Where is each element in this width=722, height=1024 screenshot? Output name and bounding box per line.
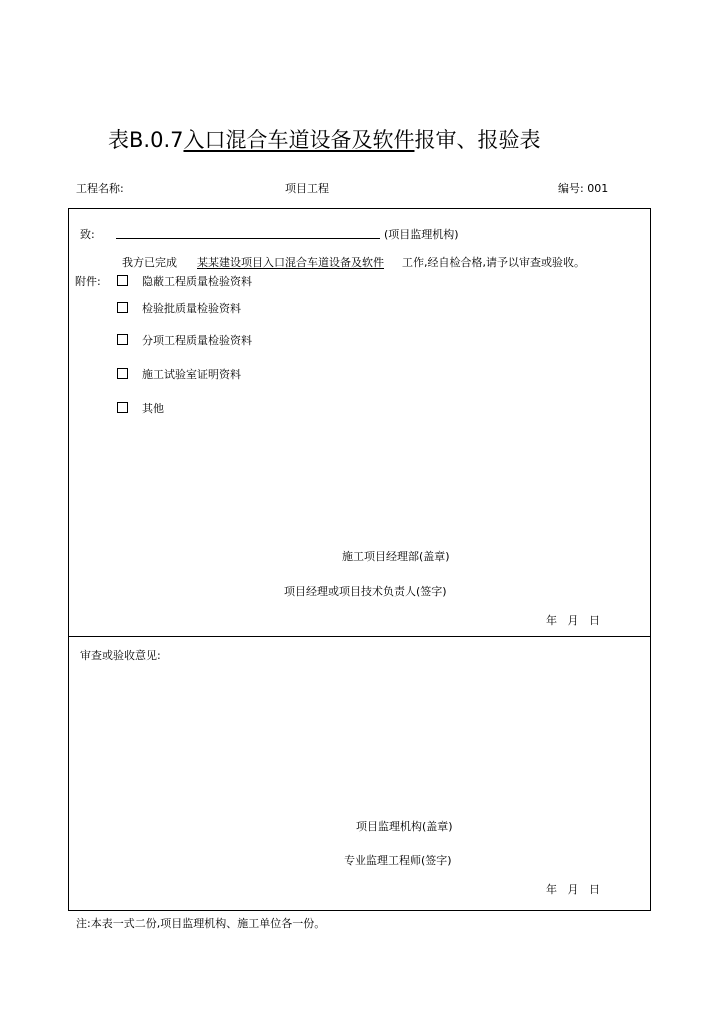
attachment-label: 检验批质量检验资料 <box>142 302 241 315</box>
contractor-seal-label: 施工项目经理部(盖章) <box>342 550 450 563</box>
statement-work: 某某建设项目入口混合车道设备及软件 <box>197 256 384 269</box>
form-title <box>108 124 540 154</box>
review-opinion-label: 审查或验收意见: <box>80 649 161 662</box>
attachments-label: 附件: <box>75 275 101 288</box>
to-suffix: (项目监理机构) <box>384 228 459 241</box>
number-label: 编号: <box>558 182 584 195</box>
checkbox[interactable] <box>117 334 128 345</box>
title-suffix: 报审、报验表 <box>414 128 541 152</box>
attachment-item <box>117 400 164 416</box>
contractor-date: 年 月 日 <box>546 614 600 627</box>
title-subject: 入口混合车道设备及软件 <box>183 128 415 152</box>
supervisor-date: 年 月 日 <box>546 883 600 896</box>
title-prefix: 表B.0.7 <box>108 128 184 152</box>
form-number <box>558 180 608 196</box>
number-value: 001 <box>587 182 609 195</box>
attachment-label: 隐蔽工程质量检验资料 <box>142 275 252 288</box>
attachment-item <box>117 300 241 316</box>
statement-suffix: 工作,经自检合格,请予以审查或验收。 <box>402 256 585 269</box>
attachment-label: 分项工程质量检验资料 <box>142 334 252 347</box>
checkbox[interactable] <box>117 368 128 379</box>
recipient-line[interactable] <box>116 238 380 239</box>
statement-prefix: 我方已完成 <box>122 256 177 269</box>
attachment-label: 施工试验室证明资料 <box>142 368 241 381</box>
attachment-label: 其他 <box>142 402 164 415</box>
checkbox[interactable] <box>117 302 128 313</box>
to-label: 致: <box>80 228 95 241</box>
project-name-label: 工程名称: <box>76 182 124 195</box>
section-divider <box>68 636 651 637</box>
project-name-value: 项目工程 <box>285 182 329 195</box>
checkbox[interactable] <box>117 275 128 286</box>
statement <box>122 254 585 270</box>
footer-note: 注:本表一式二份,项目监理机构、施工单位各一份。 <box>76 917 326 930</box>
contractor-signer-label: 项目经理或项目技术负责人(签字) <box>284 585 447 598</box>
attachment-item <box>117 366 241 382</box>
checkbox[interactable] <box>117 402 128 413</box>
attachment-item <box>117 273 252 289</box>
attachment-item <box>117 332 252 348</box>
supervisor-signer-label: 专业监理工程师(签字) <box>344 854 452 867</box>
supervisor-seal-label: 项目监理机构(盖章) <box>356 820 453 833</box>
